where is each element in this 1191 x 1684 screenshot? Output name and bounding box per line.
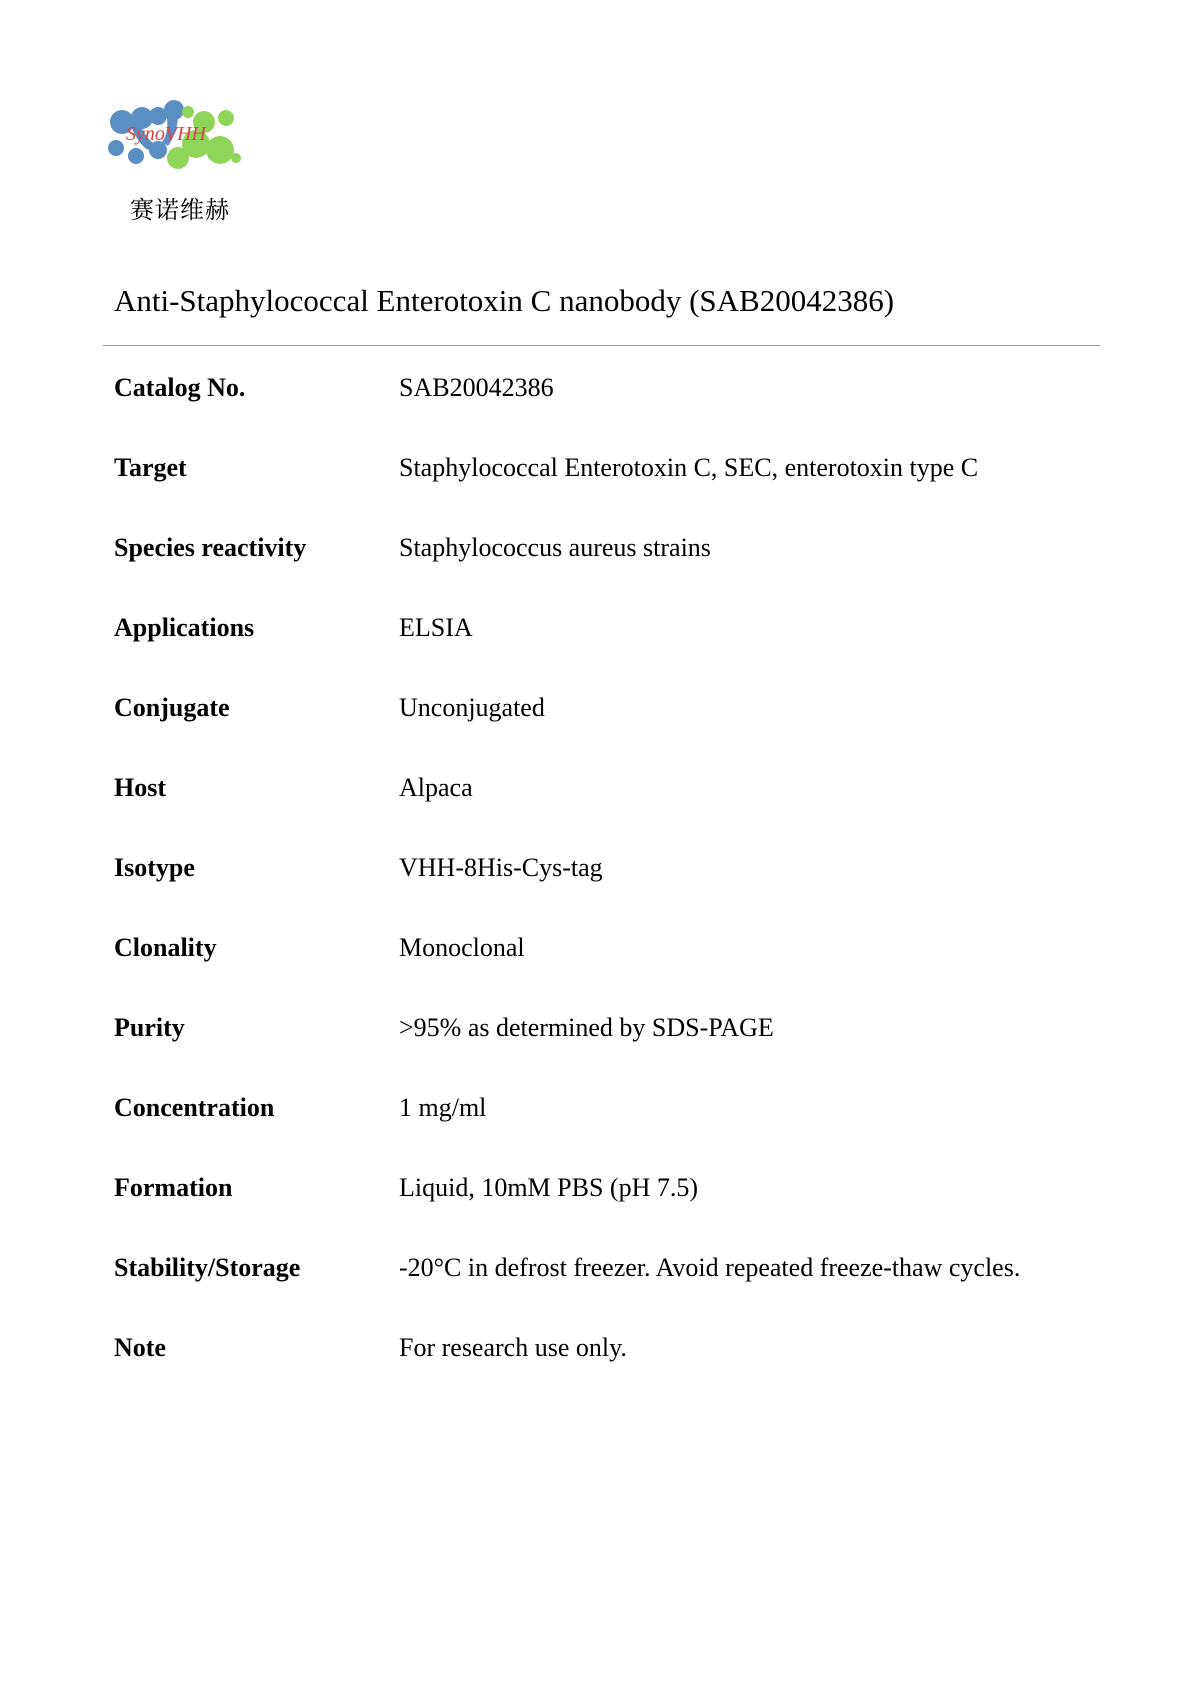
spec-label: Isotype (114, 853, 195, 882)
spec-table (114, 367, 1094, 1407)
spec-label: Conjugate (114, 693, 230, 722)
spec-value: Staphylococcus aureus strains (399, 533, 711, 562)
spec-value: VHH-8His-Cys-tag (399, 853, 603, 882)
spec-value: >95% as determined by SDS-PAGE (399, 1013, 774, 1042)
spec-row-conjugate (114, 687, 1094, 767)
spec-row-formation (114, 1167, 1094, 1247)
spec-row-catalog-no (114, 367, 1094, 447)
spec-value: Alpaca (399, 773, 473, 802)
spec-value: 1 mg/ml (399, 1093, 487, 1122)
spec-label: Note (114, 1333, 166, 1362)
spec-value: Monoclonal (399, 933, 525, 962)
spec-row-stability-storage (114, 1247, 1094, 1327)
company-logo (108, 98, 268, 228)
page-title: Anti-Staphylococcal Enterotoxin C nanobody (SAB20042386) (114, 283, 895, 318)
spec-value: -20°C in defrost freezer. Avoid repeated freeze-thaw cycles. (399, 1253, 1021, 1282)
spec-label: Applications (114, 613, 255, 642)
spec-row-clonality (114, 927, 1094, 1007)
spec-value: ELSIA (399, 613, 473, 642)
spec-row-concentration (114, 1087, 1094, 1167)
spec-label: Stability/Storage (114, 1253, 301, 1282)
spec-value: Staphylococcal Enterotoxin C, SEC, enterotoxin type C (399, 453, 979, 482)
spec-row-purity (114, 1007, 1094, 1087)
logo-wordmark: SynoVHH (126, 123, 206, 145)
spec-label: Target (114, 453, 187, 482)
title-divider (103, 345, 1100, 346)
spec-row-target (114, 447, 1094, 527)
spec-label: Clonality (114, 933, 217, 962)
spec-row-species-reactivity (114, 527, 1094, 607)
spec-value: Liquid, 10mM PBS (pH 7.5) (399, 1173, 699, 1202)
spec-label: Host (114, 773, 166, 802)
spec-label: Catalog No. (114, 373, 246, 402)
spec-label: Purity (114, 1013, 185, 1042)
synovhh-logo-icon (108, 98, 268, 188)
logo-chinese-name: 赛诺维赫 (130, 196, 230, 224)
spec-row-host (114, 767, 1094, 847)
spec-label: Formation (114, 1173, 233, 1202)
spec-label: Species reactivity (114, 533, 307, 562)
spec-row-isotype (114, 847, 1094, 927)
spec-row-note (114, 1327, 1094, 1407)
spec-value: Unconjugated (399, 693, 545, 722)
spec-label: Concentration (114, 1093, 275, 1122)
spec-value: SAB20042386 (399, 373, 554, 402)
spec-row-applications (114, 607, 1094, 687)
spec-value: For research use only. (399, 1333, 627, 1362)
